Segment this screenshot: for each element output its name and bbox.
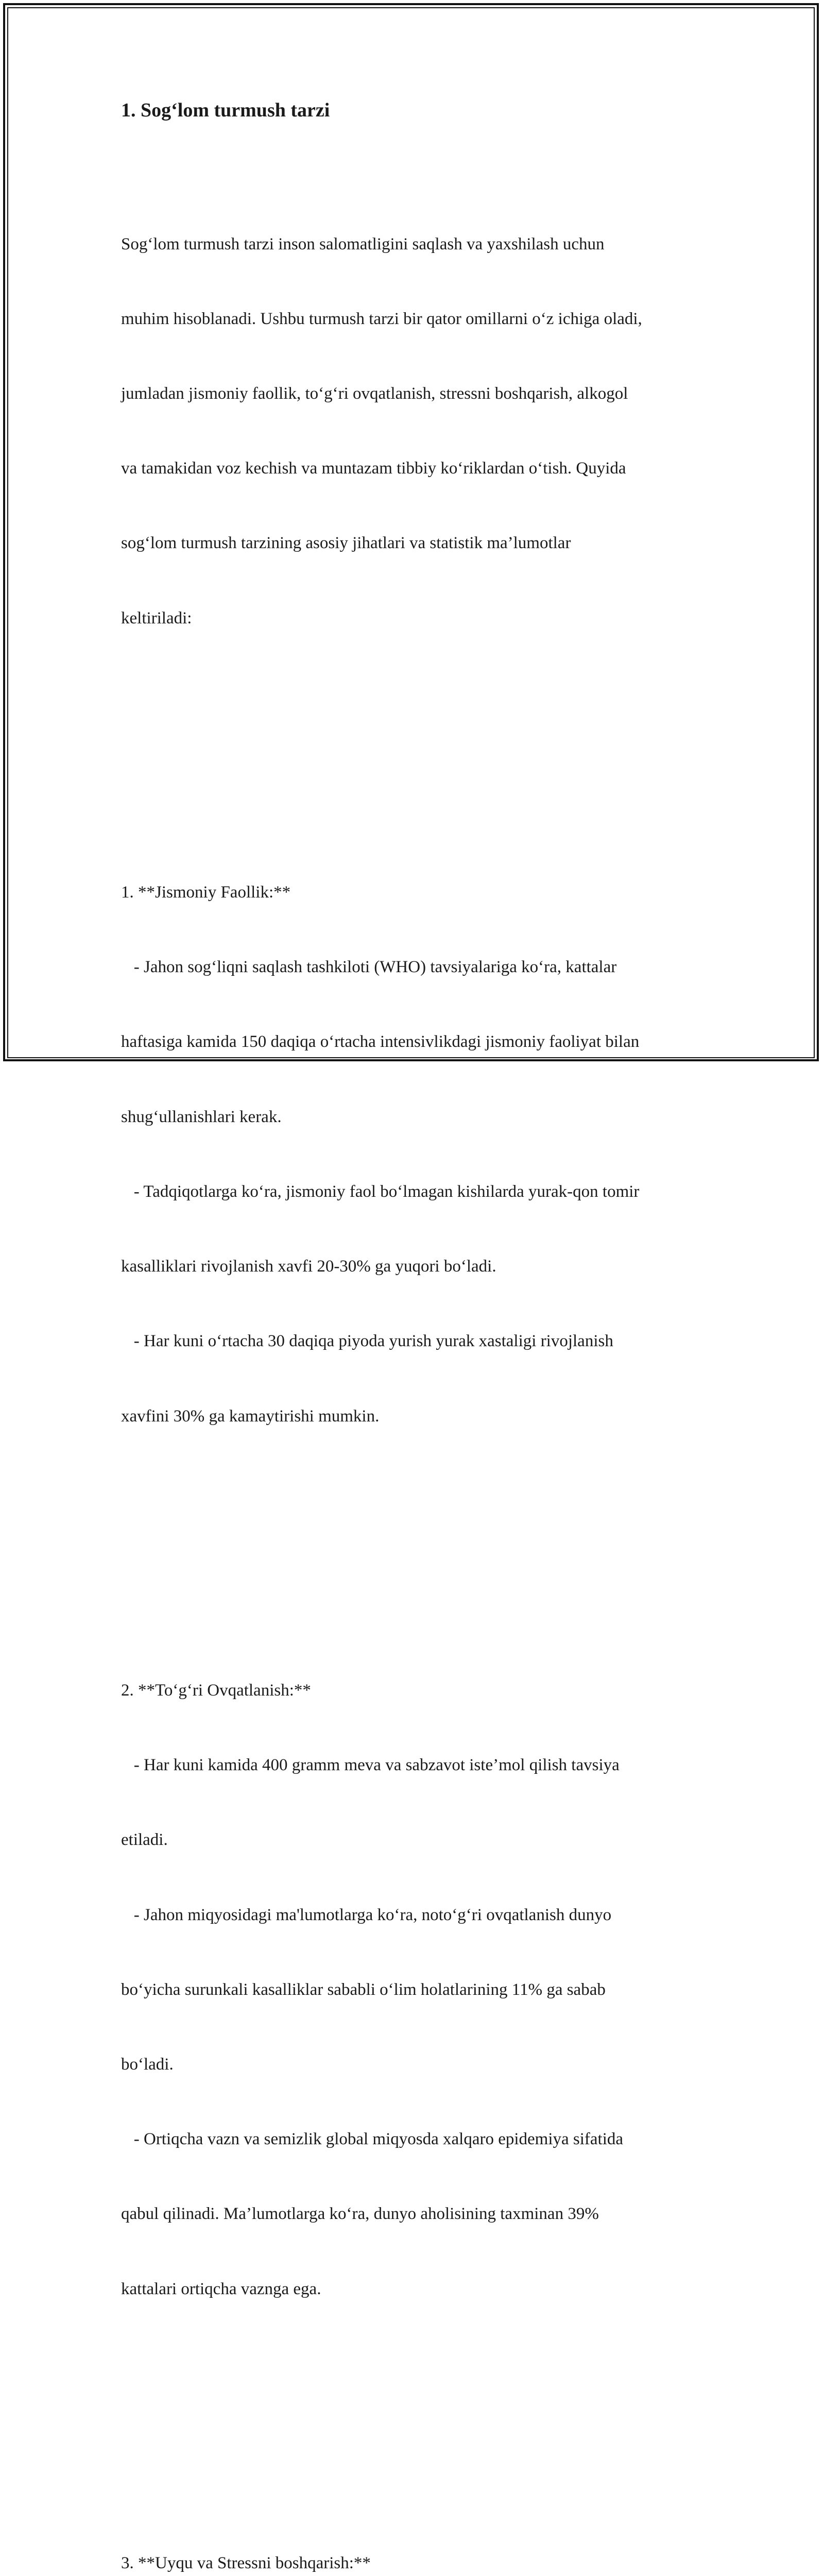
text-line: keltiriladi: xyxy=(121,608,192,628)
text-line: muhim hisoblanadi. Ushbu turmush tarzi bir qator omillarni o‘z ichiga oladi, xyxy=(121,309,642,328)
document-title: 1. Sog‘lom turmush tarzi xyxy=(121,99,330,121)
section-nutrition xyxy=(121,1628,713,2351)
text-line: kasalliklari rivojlanish xavfi 20-30% ga yuqori bo‘ladi. xyxy=(121,1257,496,1276)
section-heading: 3. **Uyqu va Stressni boshqarish:** xyxy=(121,2554,371,2572)
paragraph-spacer xyxy=(121,2401,713,2426)
text-line: - Jahon sog‘liqni saqlash tashkiloti (WHO) tavsiyalariga ko‘ra, kattalar xyxy=(121,958,617,977)
text-line: shug‘ullanishlari kerak. xyxy=(121,1107,282,1126)
paragraph-spacer xyxy=(121,731,713,755)
text-line: xavfini 30% ga kamaytirishi mumkin. xyxy=(121,1406,380,1426)
text-line: Sog‘lom turmush tarzi inson salomatligini saqlash va yaxshilash uchun xyxy=(121,234,605,253)
text-line: bo‘yicha surunkali kasalliklar sababli o‘lim holatlarining 11% ga sabab xyxy=(121,1980,606,1999)
intro-paragraph xyxy=(121,182,713,681)
document-body xyxy=(121,97,713,2576)
text-line: bo‘ladi. xyxy=(121,2055,174,2074)
paragraph-spacer xyxy=(121,1529,713,1553)
section-physical-activity xyxy=(121,830,713,1478)
text-line: - Tadqiqotlarga ko‘ra, jismoniy faol bo‘lmagan kishilarda yurak-qon tomir xyxy=(121,1182,640,1201)
text-line: va tamakidan voz kechish va muntazam tibbiy ko‘riklardan o‘tish. Quyida xyxy=(121,459,626,478)
text-line: - Ortiqcha vazn va semizlik global miqyosda xalqaro epidemiya sifatida xyxy=(121,2130,624,2149)
text-line: - Jahon miqyosidagi ma'lumotlarga ko‘ra, noto‘g‘ri ovqatlanish dunyo xyxy=(121,1905,612,1924)
text-line: haftasiga kamida 150 daqiqa o‘rtacha intensivlikdagi jismoniy faoliyat bilan xyxy=(121,1032,640,1052)
section-heading: 2. **To‘g‘ri Ovqatlanish:** xyxy=(121,1681,311,1700)
section-heading: 1. **Jismoniy Faollik:** xyxy=(121,883,291,902)
text-line: etiladi. xyxy=(121,1831,168,1850)
section-sleep-stress xyxy=(121,2501,713,2576)
text-line: - Har kuni kamida 400 gramm meva va sabzavot iste’mol qilish tavsiya xyxy=(121,1756,620,1775)
document-text xyxy=(121,132,713,2576)
text-line: qabul qilinadi. Ma’lumotlarga ko‘ra, dunyo aholisining taxminan 39% xyxy=(121,2205,599,2224)
text-line: - Har kuni o‘rtacha 30 daqiqa piyoda yurish yurak xastaligi rivojlanish xyxy=(121,1332,613,1351)
text-line: sog‘lom turmush tarzining asosiy jihatlari va statistik ma’lumotlar xyxy=(121,534,571,553)
text-line: kattalari ortiqcha vaznga ega. xyxy=(121,2279,321,2298)
text-line: jumladan jismoniy faollik, to‘g‘ri ovqatlanish, stressni boshqarish, alkogol xyxy=(121,384,628,403)
